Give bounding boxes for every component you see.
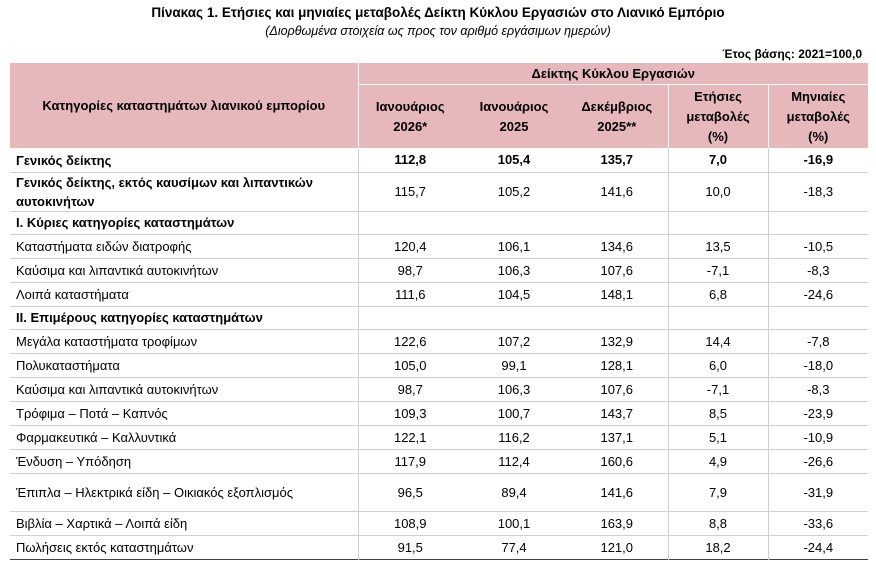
cell-annual-change: -7,1	[668, 258, 768, 282]
cell-monthly-change: -18,3	[803, 184, 834, 199]
cell-monthly-change: -8,3	[807, 262, 830, 278]
row-label: Γενικός δείκτης	[10, 148, 358, 172]
cell-annual-change: 6,8	[668, 282, 768, 306]
cell-annual-change: -7,1	[668, 377, 768, 401]
row-label: Πωλήσεις εκτός καταστημάτων	[10, 535, 358, 559]
cell-annual-change	[668, 306, 768, 329]
row-label: Έπιπλα – Ηλεκτρικά είδη – Οικιακός εξοπλισμός	[10, 473, 358, 511]
table-row	[10, 172, 868, 211]
table-row	[10, 449, 868, 473]
table-title: Πίνακας 1. Ετήσιες και μηνιαίες μεταβολές Δείκτη Κύκλου Εργασιών στο Λιανικό Εμπόριο	[151, 5, 725, 20]
column-header-annual-change: Ετήσιες μεταβολές (%)	[668, 85, 768, 149]
column-header-dec-2025: Δεκέμβριος 2025**	[566, 85, 668, 149]
base-year-note: Έτος βάσης: 2021=100,0	[722, 47, 862, 61]
cell-jan-2025: 112,4	[498, 453, 530, 469]
row-label: Τρόφιμα – Ποτά – Καπνός	[10, 401, 358, 425]
cell-jan-2025: 99,1	[501, 357, 527, 373]
cell-monthly-change: -18,0	[803, 357, 834, 373]
table-subtitle: (Διορθωμένα στοιχεία ως προς τον αριθμό εργάσιμων ημερών)	[265, 24, 611, 38]
cell-annual-change: 5,1	[668, 425, 768, 449]
cell-dec-2025: 143,7	[566, 401, 668, 425]
cell-annual-change: 7,9	[668, 473, 768, 511]
table-row	[10, 511, 868, 535]
row-label: Βιβλία – Χαρτικά – Λοιπά είδη	[10, 511, 358, 535]
cell-jan-2026: 91,5	[397, 539, 423, 555]
cell-dec-2025: 107,6	[566, 377, 668, 401]
table-row	[10, 425, 868, 449]
cell-jan-2026: 122,6	[393, 333, 427, 349]
cell-jan-2025: 106,3	[497, 262, 531, 278]
cell-jan-2026	[358, 211, 462, 234]
cell-annual-change	[668, 211, 768, 234]
column-header-jan-2025: Ιανουάριος 2025	[479, 98, 549, 134]
cell-monthly-change: -10,9	[803, 429, 834, 445]
cell-jan-2025: 106,3	[497, 381, 531, 397]
column-header-monthly-change: Μηνιαίες μεταβολές (%)	[786, 88, 850, 144]
cell-jan-2025: 100,1	[497, 515, 531, 531]
cell-jan-2025: 116,2	[498, 429, 530, 445]
cell-jan-2025: 104,5	[497, 286, 531, 302]
cell-monthly-change: -26,6	[803, 453, 834, 469]
cell-jan-2026: 98,7	[397, 262, 423, 278]
cell-jan-2025: 100,7	[497, 405, 531, 421]
cell-monthly-change: -8,3	[807, 381, 830, 397]
cell-annual-change: 4,9	[668, 449, 768, 473]
cell-jan-2026: 96,5	[397, 484, 423, 500]
cell-jan-2026: 122,1	[393, 429, 427, 445]
table-row	[10, 473, 868, 511]
cell-dec-2025: 141,6	[566, 172, 668, 211]
cell-dec-2025: 134,6	[566, 234, 668, 258]
cell-monthly-change: -7,8	[807, 333, 830, 349]
row-label: Μεγάλα καταστήματα τροφίμων	[10, 329, 358, 353]
table-row	[10, 401, 868, 425]
cell-annual-change: 18,2	[668, 535, 768, 559]
cell-dec-2025: 148,1	[566, 282, 668, 306]
cell-jan-2026: 105,0	[393, 357, 427, 373]
table-row	[10, 329, 868, 353]
cell-jan-2026	[358, 306, 462, 329]
cell-annual-change: 14,4	[668, 329, 768, 353]
table-row	[10, 258, 868, 282]
cell-monthly-change: -31,9	[803, 484, 834, 500]
cell-dec-2025: 137,1	[566, 425, 668, 449]
cell-dec-2025: 128,1	[566, 353, 668, 377]
cell-dec-2025: 160,6	[566, 449, 668, 473]
cell-monthly-change: -24,4	[803, 539, 834, 555]
row-label: Φαρμακευτικά – Καλλυντικά	[10, 425, 358, 449]
table-section-row	[10, 306, 868, 329]
cell-jan-2026: 117,9	[394, 453, 427, 469]
table-section-row	[10, 211, 868, 234]
table-row	[10, 148, 868, 172]
column-header-jan-2026: Ιανουάριος 2026*	[375, 98, 445, 134]
row-label: Πολυκαταστήματα	[10, 353, 358, 377]
cell-monthly-change: -16,9	[803, 152, 834, 168]
cell-jan-2026: 112,8	[394, 152, 427, 168]
cell-jan-2025: 77,4	[501, 539, 527, 555]
cell-dec-2025	[566, 306, 668, 329]
section-label: I. Κύριες κατηγορίες καταστημάτων	[10, 211, 358, 234]
group-column-header: Δείκτης Κύκλου Εργασιών	[358, 63, 868, 85]
cell-jan-2026: 108,9	[393, 515, 427, 531]
cell-monthly-change	[768, 211, 868, 234]
table-body	[10, 148, 868, 559]
cell-jan-2025	[462, 211, 566, 234]
row-label: Καύσιμα και λιπαντικά αυτοκινήτων	[10, 377, 358, 401]
table-row	[10, 234, 868, 258]
cell-jan-2025: 105,2	[497, 184, 531, 199]
cell-jan-2026: 115,7	[394, 184, 427, 199]
cell-monthly-change	[768, 306, 868, 329]
cell-jan-2026: 120,4	[393, 238, 427, 254]
cell-jan-2026: 111,6	[394, 286, 426, 302]
cell-jan-2025: 106,1	[497, 238, 531, 254]
table-row	[10, 282, 868, 306]
cell-dec-2025	[566, 211, 668, 234]
cell-annual-change: 8,8	[668, 511, 768, 535]
cell-jan-2025: 105,4	[497, 152, 531, 168]
table-row	[10, 377, 868, 401]
section-label: II. Επιμέρους κατηγορίες καταστημάτων	[10, 306, 358, 329]
cell-monthly-change: -10,5	[803, 238, 834, 254]
category-column-header: Κατηγορίες καταστημάτων λιανικού εμπορίου	[10, 63, 358, 148]
cell-jan-2025	[462, 306, 566, 329]
cell-monthly-change: -24,6	[803, 286, 834, 302]
cell-jan-2025: 89,4	[501, 484, 527, 500]
row-label: Καύσιμα και λιπαντικά αυτοκινήτων	[10, 258, 358, 282]
row-label: Λοιπά καταστήματα	[10, 282, 358, 306]
cell-dec-2025: 107,6	[566, 258, 668, 282]
cell-annual-change: 6,0	[668, 353, 768, 377]
cell-dec-2025: 163,9	[566, 511, 668, 535]
cell-jan-2025: 107,2	[497, 333, 531, 349]
cell-jan-2026: 98,7	[397, 381, 423, 397]
row-label: Γενικός δείκτης, εκτός καυσίμων και λιπαντικών αυτοκινήτων	[10, 172, 358, 211]
cell-dec-2025: 132,9	[566, 329, 668, 353]
cell-annual-change: 13,5	[668, 234, 768, 258]
cell-annual-change: 7,0	[668, 148, 768, 172]
turnover-index-table	[10, 63, 868, 560]
cell-jan-2026: 109,3	[393, 405, 427, 421]
cell-annual-change: 10,0	[668, 172, 768, 211]
cell-annual-change: 8,5	[668, 401, 768, 425]
cell-dec-2025: 121,0	[566, 535, 668, 559]
cell-monthly-change: -33,6	[803, 515, 834, 531]
row-label: Καταστήματα ειδών διατροφής	[10, 234, 358, 258]
table-row	[10, 353, 868, 377]
cell-dec-2025: 135,7	[566, 148, 668, 172]
table-row	[10, 535, 868, 559]
cell-dec-2025: 141,6	[566, 473, 668, 511]
cell-monthly-change: -23,9	[803, 405, 834, 421]
row-label: Ένδυση – Υπόδηση	[10, 449, 358, 473]
